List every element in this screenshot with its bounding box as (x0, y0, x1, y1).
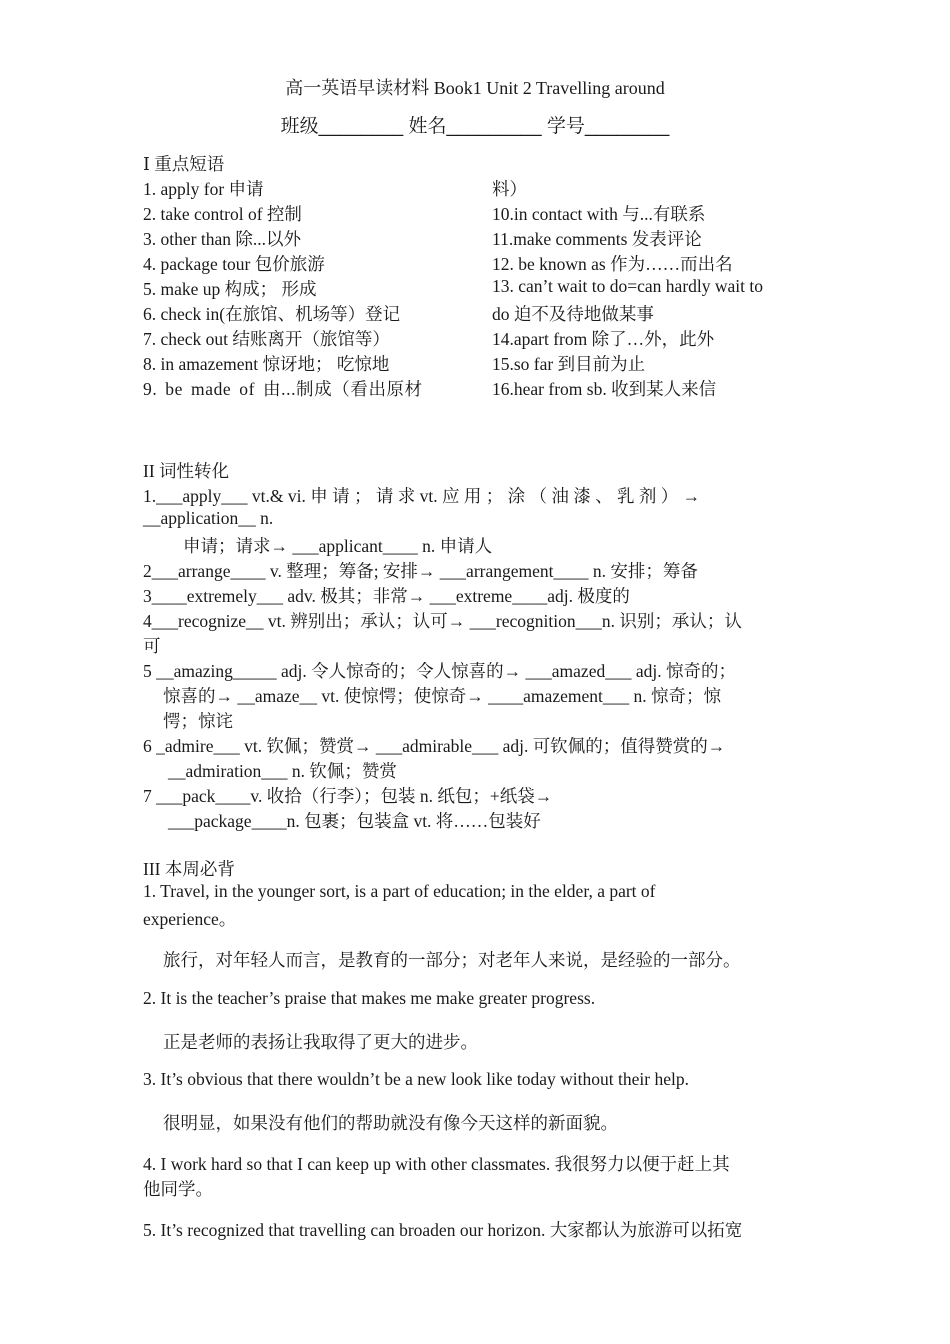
phrase-item: 9. be made of 由...制成（看出原材 (143, 379, 423, 399)
phrase-item: 4. package tour 包价旅游 (143, 254, 325, 274)
phrase-item: 10.in contact with 与...有联系 (492, 204, 706, 224)
word-form-line: 愕；惊诧 (163, 711, 233, 731)
sentence-english: 1. Travel, in the younger sort, is a part of education; in the elder, a part of (143, 881, 656, 901)
word-form-line: 5 __amazing_____ adj. 令人惊奇的；令人惊喜的→ ___amazed___ adj. 惊奇的； (143, 661, 736, 681)
phrase-item: 7. check out 结账离开（旅馆等） (143, 329, 390, 349)
phrase-item: 5. make up 构成； 形成 (143, 279, 317, 299)
section-3-heading: III 本周必背 (143, 859, 235, 879)
section-2-heading: II 词性转化 (143, 461, 230, 481)
phrase-item: 12. be known as 作为……而出名 (492, 254, 733, 274)
sentence-english: experience。 (143, 909, 237, 929)
page-title: 高一英语早读材料 Book1 Unit 2 Travelling around (285, 78, 665, 98)
phrase-item: 15.so far 到目前为止 (492, 354, 646, 374)
word-form-line: 4___recognize__ vt. 辨别出；承认；认可→ ___recognition___n. 识别；承认；认 (143, 611, 742, 631)
word-form-line: ___package____n. 包裹；包装盒 vt. 将……包装好 (168, 811, 541, 831)
sentence-chinese: 很明显，如果没有他们的帮助就没有像今天这样的新面貌。 (163, 1113, 618, 1133)
phrase-item: 1. apply for 申请 (143, 179, 264, 199)
phrase-item: 料） (492, 179, 527, 199)
student-info-line: 班级________ 姓名_________ 学号________ (280, 116, 670, 137)
sentence-chinese: 旅行，对年轻人而言，是教育的一部分；对老年人来说，是经验的一部分。 (163, 950, 741, 970)
sentence-english: 他同学。 (143, 1179, 213, 1199)
phrase-item: do 迫不及待地做某事 (492, 304, 654, 324)
word-form-line: 6 _admire___ vt. 钦佩；赞赏→ ___admirable___ adj. 可钦佩的；值得赞赏的→ (143, 736, 726, 756)
phrase-item: 16.hear from sb. 收到某人来信 (492, 379, 717, 399)
phrase-item: 11.make comments 发表评论 (492, 229, 702, 249)
sentence-english: 5. It’s recognized that travelling can broaden our horizon. 大家都认为旅游可以拓宽 (143, 1220, 743, 1240)
phrase-item: 14.apart from 除了…外，此外 (492, 329, 715, 349)
phrase-item: 13. can’t wait to do=can hardly wait to (492, 276, 764, 296)
word-form-line: 可 (143, 636, 161, 656)
sentence-english: 4. I work hard so that I can keep up with other classmates. 我很努力以便于赶上其 (143, 1154, 730, 1174)
phrase-item: 8. in amazement 惊讶地； 吃惊地 (143, 354, 390, 374)
sentence-chinese: 正是老师的表扬让我取得了更大的进步。 (163, 1032, 478, 1052)
phrase-item: 3. other than 除...以外 (143, 229, 301, 249)
word-form-line: 3____extremely___ adv. 极其；非常→ ___extreme____adj. 极度的 (143, 586, 630, 606)
word-form-line: 申请；请求→ ___applicant____ n. 申请人 (183, 536, 493, 556)
sentence-english: 2. It is the teacher’s praise that makes me make greater progress. (143, 988, 596, 1008)
word-form-line: 7 ___pack____v. 收拾（行李）；包装 n. 纸包；+纸袋→ (143, 786, 553, 806)
word-form-line: __admiration___ n. 钦佩；赞赏 (168, 761, 397, 781)
phrase-item: 2. take control of 控制 (143, 204, 302, 224)
word-form-line: 1.___apply___ vt.& vi. 申 请 ； 请 求 vt. 应 用 ； 涂 （ 油 漆 、 乳 剂 ） → (143, 486, 701, 506)
word-form-line: __application__ n. (143, 508, 274, 528)
phrase-item: 6. check in(在旅馆、机场等）登记 (143, 304, 401, 324)
section-1-heading: Ⅰ 重点短语 (143, 154, 225, 174)
word-form-line: 惊喜的→ __amaze__ vt. 使惊愕；使惊奇→ ____amazement___ n. 惊奇；惊 (163, 686, 721, 706)
sentence-english: 3. It’s obvious that there wouldn’t be a new look like today without their help. (143, 1069, 689, 1089)
word-form-line: 2___arrange____ v. 整理；筹备; 安排→ ___arrangement____ n. 安排；筹备 (143, 561, 698, 581)
